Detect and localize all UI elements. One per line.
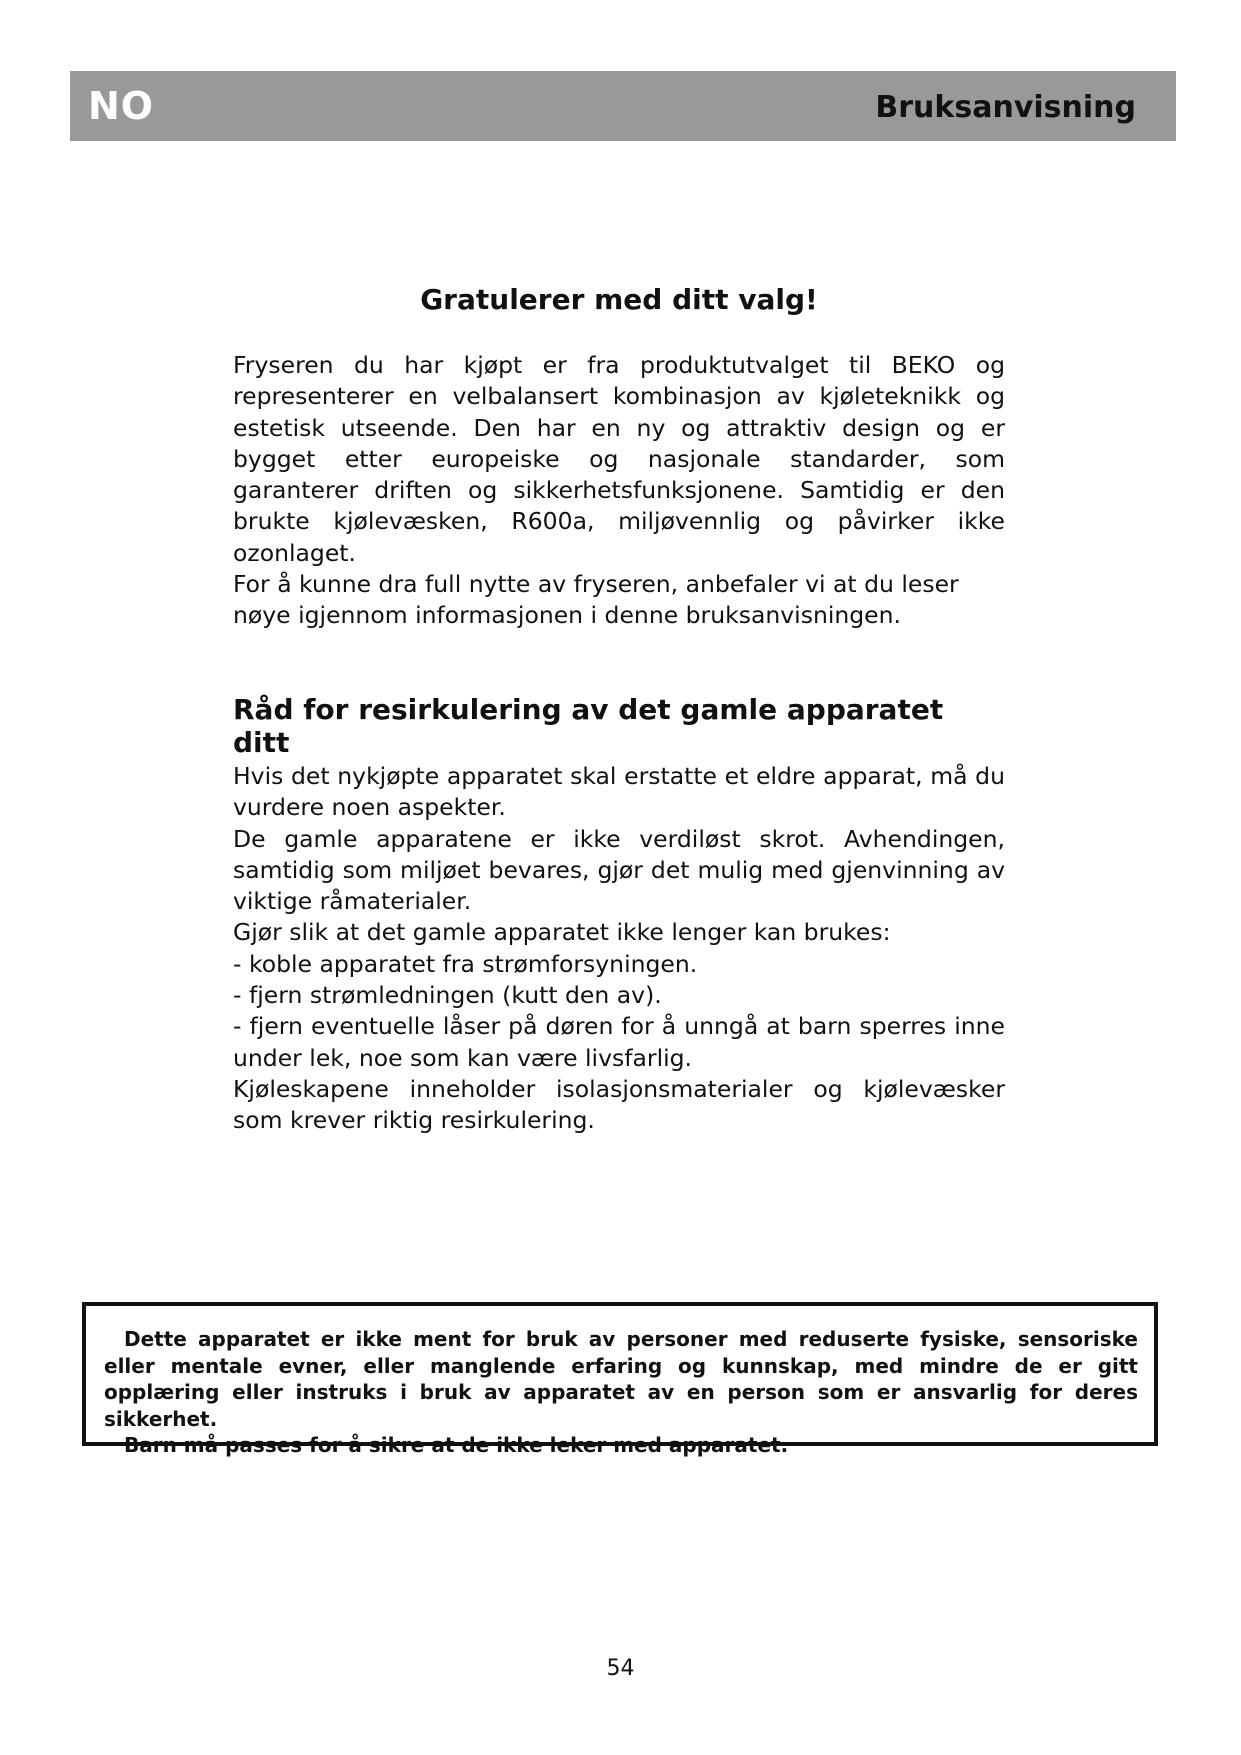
- recycling-heading: Råd for resirkulering av det gamle apparatet ditt: [233, 693, 944, 759]
- recycling-section: [233, 761, 1005, 1137]
- page-number: 54: [606, 1656, 635, 1681]
- recycling-list-item: - fjern strømledningen (kutt den av).: [233, 981, 662, 1010]
- intro-section: [233, 350, 1005, 632]
- document-title: Bruksanvisning: [875, 90, 1136, 125]
- recycling-paragraph: Hvis det nykjøpte apparatet skal erstatte et eldre apparat, må du vurdere noen aspekter.: [233, 762, 1005, 822]
- language-code: NO: [88, 84, 155, 128]
- intro-paragraph: For å kunne dra full nytte av fryseren, anbefaler vi at du leser nøye igjennom informasjonen i denne bruksanvisningen.: [233, 570, 959, 630]
- safety-warning-text: Dette apparatet er ikke ment for bruk av personer med reduserte fysiske, sensoriske eller mentale evner, eller manglende erfaring og kunnskap, med mindre de er gitt opplæring eller instruks i bruk av apparatet av en person som er ansvarlig for deres sikkerhet.: [104, 1327, 1138, 1431]
- recycling-paragraph: Gjør slik at det gamle apparatet ikke lenger kan brukes:: [233, 918, 891, 947]
- intro-paragraph: Fryseren du har kjøpt er fra produktutvalget til BEKO og representerer en velbalansert kombinasjon av kjøleteknikk og estetisk utseende. Den har en ny og attraktiv design og er bygget etter europeiske og nasjonale standarder, som garanterer driften og sikkerhetsfunksjonene. Samtidig er den brukte kjølevæsken, R600a, miljøvennlig og påvirker ikke ozonlaget.: [233, 351, 1005, 567]
- safety-warning-text: Barn må passes for å sikre at de ikke leker med apparatet.: [124, 1433, 789, 1457]
- recycling-list-item: - koble apparatet fra strømforsyningen.: [233, 949, 698, 978]
- safety-warning-box: [82, 1302, 1158, 1457]
- header-bar: [70, 71, 1176, 141]
- intro-heading: Gratulerer med ditt valg!: [420, 283, 818, 316]
- recycling-list-item: - fjern eventuelle låser på døren for å unngå at barn sperres inne under lek, noe som kan være livsfarlig.: [233, 1012, 1005, 1072]
- recycling-paragraph: Kjøleskapene inneholder isolasjonsmaterialer og kjølevæsker som krever riktig resirkulering.: [233, 1074, 1005, 1135]
- recycling-paragraph: De gamle apparatene er ikke verdiløst skrot. Avhendingen, samtidig som miljøet bevares, gjør det mulig med gjenvinning av viktige råmaterialer.: [233, 824, 1005, 916]
